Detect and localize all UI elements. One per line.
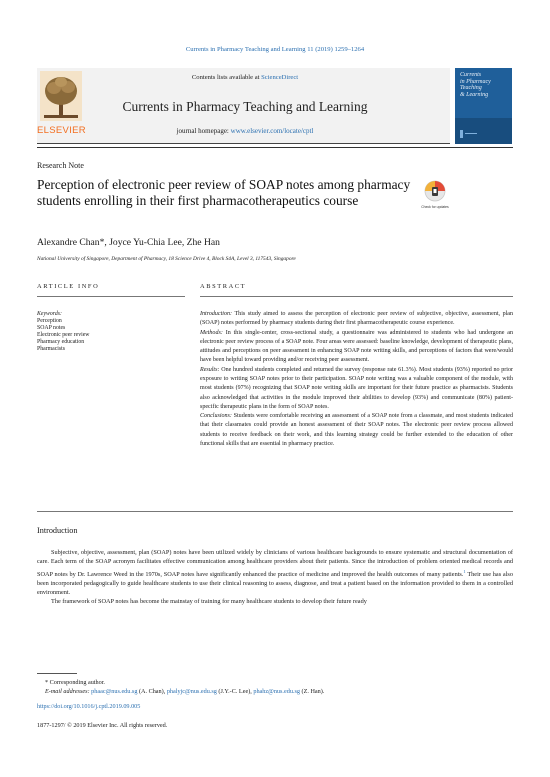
contents-prefix: Contents lists available at xyxy=(191,74,262,81)
crossmark-check-for-updates-icon[interactable] xyxy=(423,180,447,210)
keywords-block xyxy=(37,311,185,352)
abstract-introduction xyxy=(200,310,513,329)
publisher-name: ELSEVIER xyxy=(37,125,86,136)
crossmark-label: Check for updates xyxy=(421,205,449,209)
abstract-end-rule xyxy=(37,511,513,512)
cover-title-line: Currents xyxy=(460,72,482,78)
introduction-paragraph xyxy=(37,548,513,597)
abstract-intro-label: Introduction: xyxy=(200,311,233,317)
cover-title-line: in Pharmacy xyxy=(460,78,491,85)
abstract-methods-label: Methods: xyxy=(200,329,223,336)
keyword-item: Electronic peer review xyxy=(37,331,90,338)
keyword-item: Pharmacy education xyxy=(37,338,85,345)
footnote-rule xyxy=(37,673,77,674)
journal-cover-title xyxy=(460,72,510,98)
reference-link[interactable]: 1 xyxy=(463,568,466,574)
abstract-heading: ABSTRACT xyxy=(200,283,247,290)
abstract-methods-text: In this single-center, cross-sectional study, a questionnaire was administered to students who had undergone an electronic peer review process of a SOAP note. Four areas were assessed: baseline knowledge, development of therapeutic plans, attitudes and perceptions on peer assessment in enhancing SOAP note writing skills, and perceptions of factors that were/would have been helpful toward providing and/or receiving peer assessment. xyxy=(200,329,513,364)
email-link[interactable]: phaac@nus.edu.sg xyxy=(91,688,138,696)
abstract-rule xyxy=(200,296,513,297)
keyword-item: Perception xyxy=(37,317,62,324)
homepage-link[interactable]: www.elsevier.com/locate/cptl xyxy=(230,127,314,135)
email-link[interactable]: phalyjc@nus.edu.sg xyxy=(166,688,217,696)
abstract-results-label: Results: xyxy=(200,366,220,373)
article-type: Research Note xyxy=(37,161,84,170)
abstract-methods xyxy=(200,329,513,366)
introduction-paragraph: The framework of SOAP notes has become the mainstay of training for many healthcare students to develop their future ready xyxy=(51,598,367,606)
copyright-notice: 1877-1297/ © 2019 Elsevier Inc. All rights reserved. xyxy=(37,722,168,729)
author-list: Alexandre Chan*, Joyce Yu-Chia Lee, Zhe Han xyxy=(37,237,220,248)
cover-title-line: Teaching xyxy=(460,85,482,91)
journal-homepage xyxy=(90,127,400,135)
keyword-item: Pharmacists xyxy=(37,345,66,352)
email-label: E-mail addresses: xyxy=(45,688,92,696)
abstract-results xyxy=(200,366,513,412)
sciencedirect-link[interactable]: ScienceDirect xyxy=(261,74,299,81)
email-owner: (A. Chan), xyxy=(137,688,167,696)
footnote xyxy=(37,678,513,696)
corresponding-author-note: * Corresponding author. xyxy=(45,679,105,686)
keyword-item: SOAP notes xyxy=(37,324,66,331)
journal-name: Currents in Pharmacy Teaching and Learning xyxy=(122,99,368,114)
paragraph-text: Their use has also been incorporated pedagogically to guide healthcare students to use their clinical reasoning to assess, diagnose, and treat a patient based on the information provided to them in a controlled environment. xyxy=(37,570,513,597)
contents-availability xyxy=(90,74,400,81)
author-affiliation: National University of Singapore, Department of Pharmacy, 18 Science Drive 4, Block S4A, Level 3, 117543, Singapore xyxy=(37,256,296,262)
doi-link[interactable]: https://doi.org/10.1016/j.cptl.2019.09.005 xyxy=(37,703,141,710)
homepage-prefix: journal homepage: xyxy=(176,127,231,135)
abstract-conclusions xyxy=(200,412,513,449)
journal-citation[interactable]: Currents in Pharmacy Teaching and Learning 11 (2019) 1259–1264 xyxy=(185,46,365,53)
abstract-body xyxy=(200,310,513,449)
introduction-body xyxy=(37,548,513,607)
article-info-rule xyxy=(37,296,185,297)
cover-title-line: & Learning xyxy=(460,91,489,98)
introduction-heading: Introduction xyxy=(37,526,78,535)
abstract-conclusions-text: Students were comfortable receiving an assessment of a SOAP note from a classmate, and most students indicated that their classmates could provide an honest assessment of their SOAP notes. The electronic peer review process allowed students to receive feedback on their work, and this learning strategy could be further extended to the education of other functional skills that are essential in pharmacy practice. xyxy=(200,413,513,447)
header-rule xyxy=(37,147,513,148)
email-owner: (J.Y.-C. Lee), xyxy=(216,688,254,696)
abstract-conclusions-label: Conclusions: xyxy=(200,413,232,420)
article-title: Perception of electronic peer review of SOAP notes among pharmacy students enrolling in their first pharmacotherapeutics course xyxy=(37,177,411,209)
abstract-intro-text: This study aimed to assess the perception of electronic peer review of subjective, objective, assessment, plan (SOAP) notes performed by pharmacy students during their first pharmacotherapeutic course experience. xyxy=(200,311,513,327)
abstract-results-text: One hundred students completed and returned the survey (response rate 61.3%). Most students (93%) reported no prior exposure to writing SOAP notes prior to their participation. SOAP note writing was a valuable component of the module, with most students (97%) recognizing that SOAP note writing skills are important for their future practice as pharmacists. Students also acknowledged that activities in the module improved their abilities to develop (93%) and communicate (80%) patient-specific therapeutic plans in the form of SOAP notes. xyxy=(200,366,513,410)
email-link[interactable]: phahz@nus.edu.sg xyxy=(253,688,300,696)
article-info-heading: ARTICLE INFO xyxy=(37,283,100,290)
elsevier-tree-logo xyxy=(40,71,82,121)
email-addresses xyxy=(37,687,513,696)
paragraph-text: Subjective, objective, assessment, plan (SOAP) notes have been utilized widely by clinicians of various healthcare backgrounds to ensure systematic and structural documentation of care. Each term of the SOAP acronym facilitates effective communication among healthcare providers about their patients. Since the introduction of problem oriented medical records and SOAP notes by Dr. Lawrence Weed in the 1970s, SOAP notes have significantly enhanced the practice of medicine and improved the health outcomes of many patients. xyxy=(37,549,513,578)
keywords-label: Keywords: xyxy=(37,311,62,317)
cover-decoration xyxy=(455,118,512,144)
email-owner: (Z. Han). xyxy=(299,688,325,696)
